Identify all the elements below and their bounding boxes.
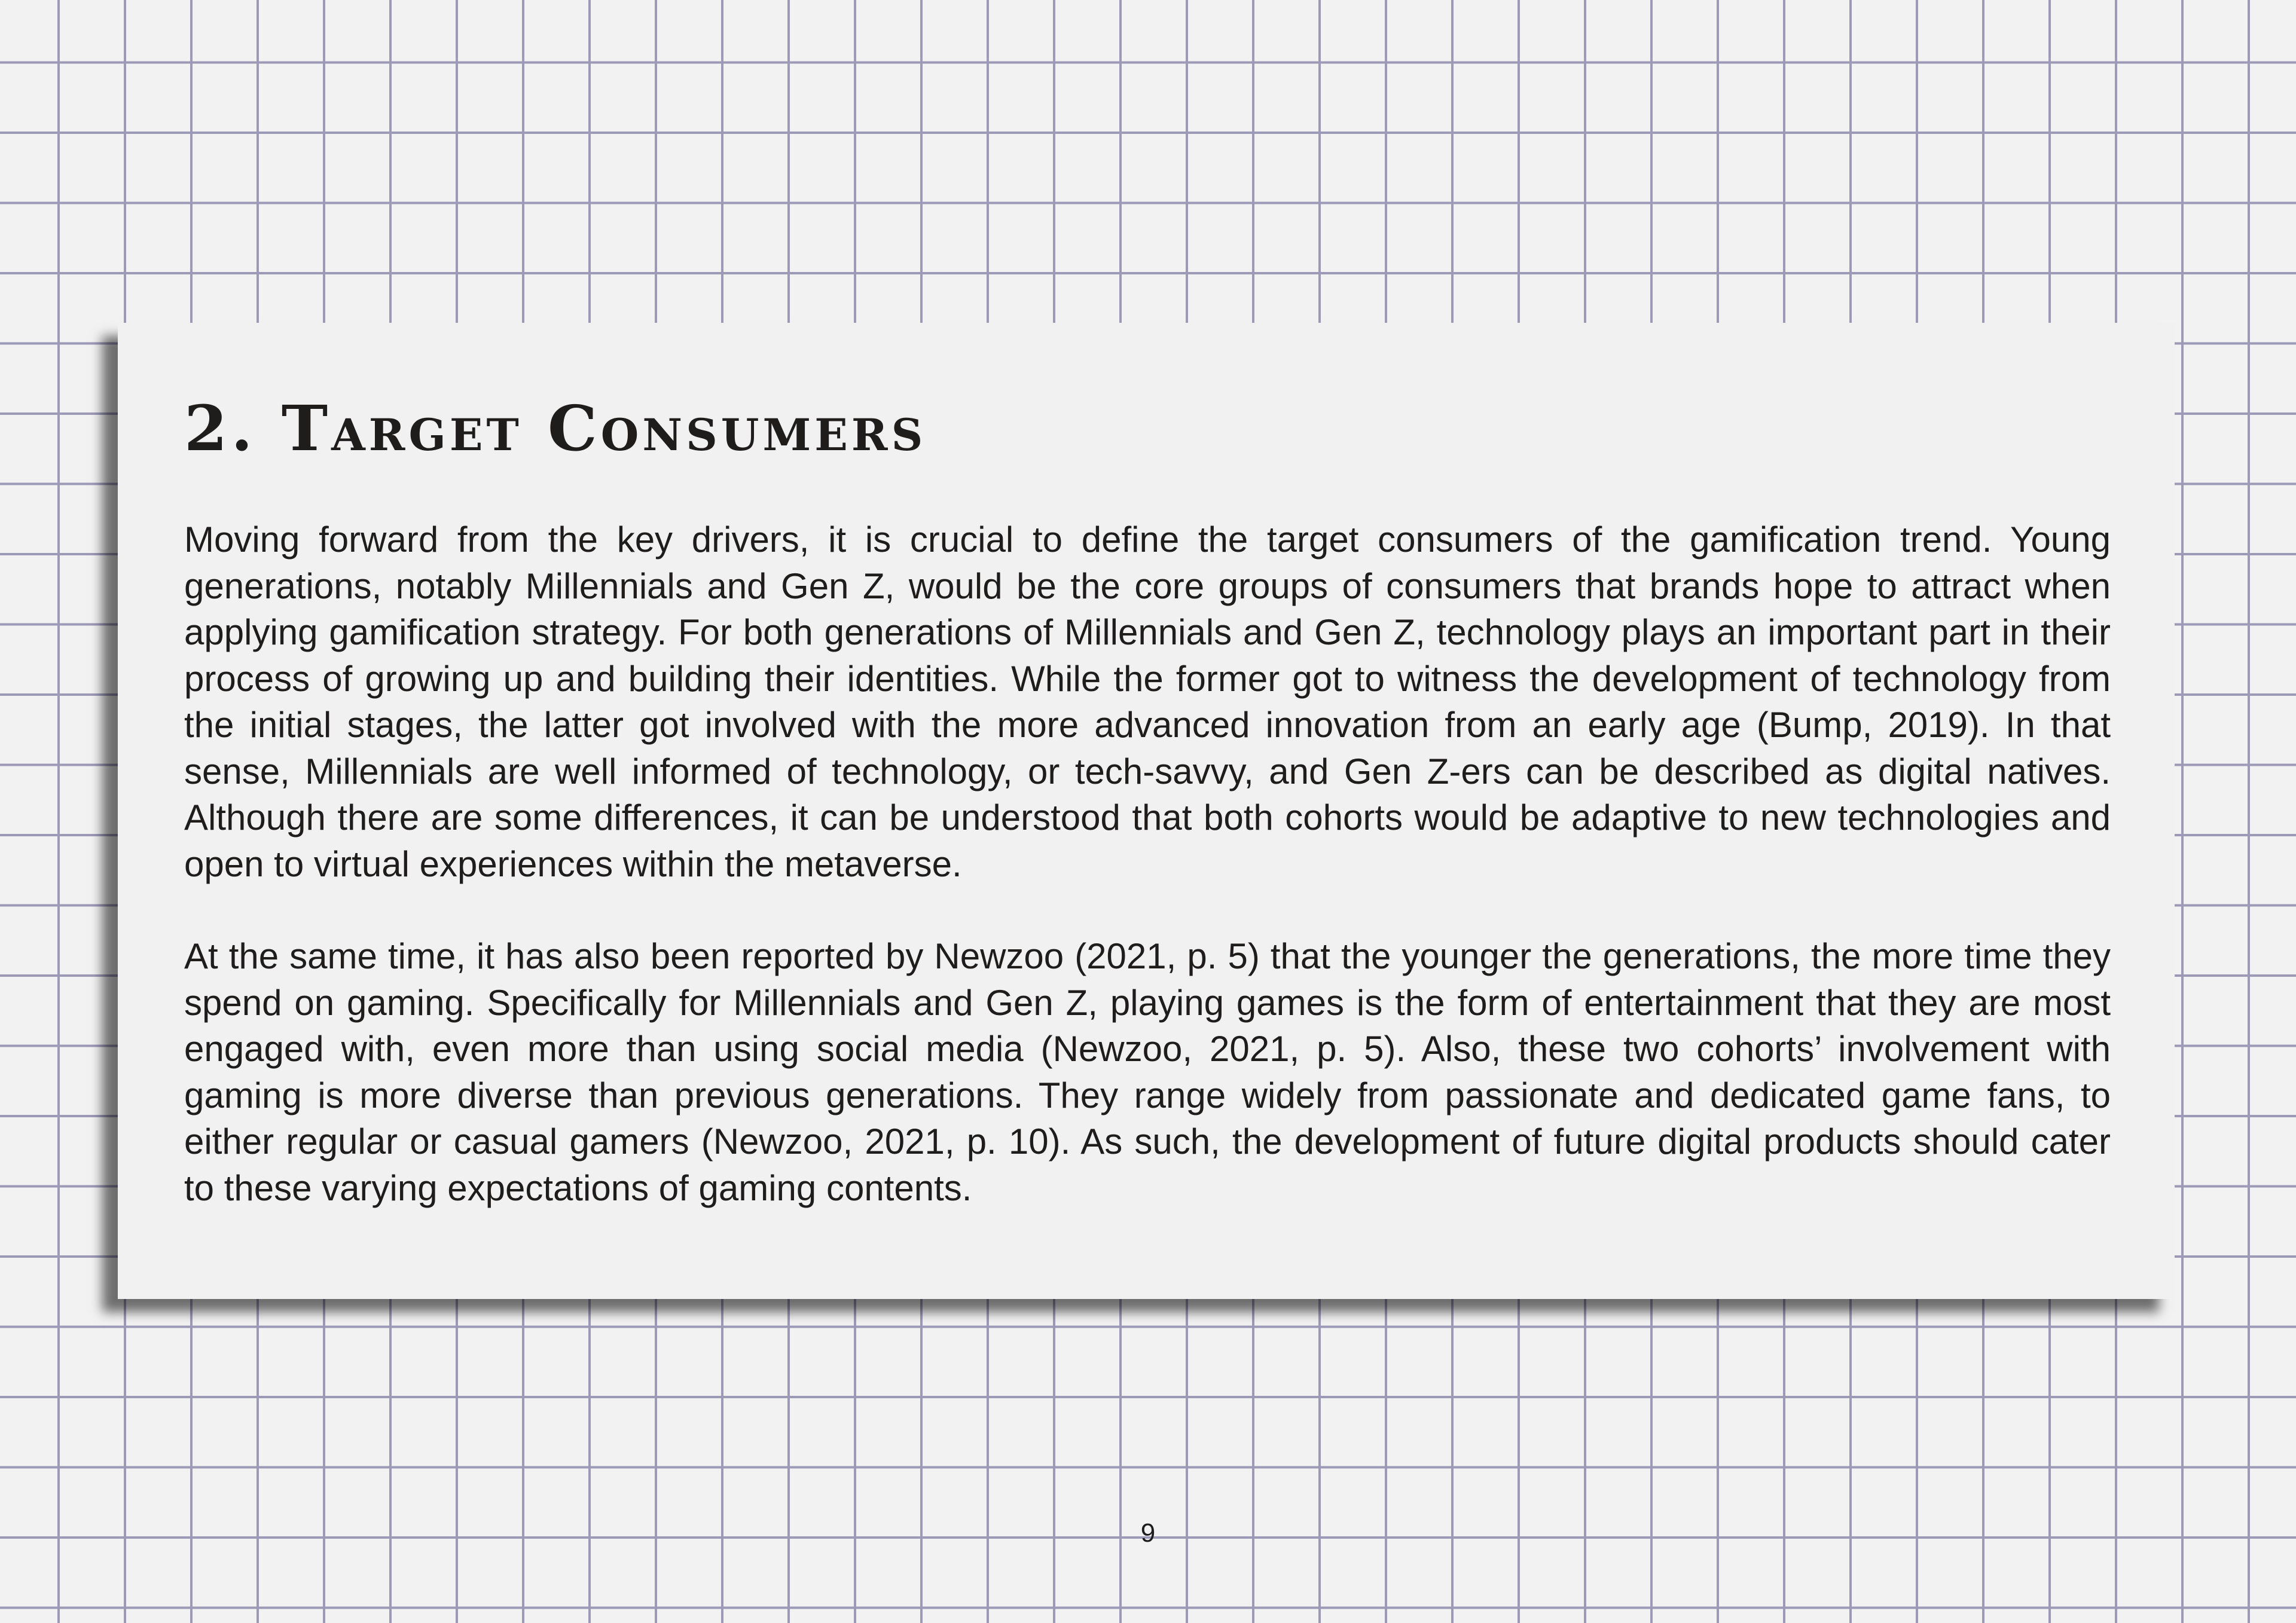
content-card bbox=[118, 323, 2175, 1299]
page-number: 9 bbox=[1140, 1518, 1156, 1548]
body-paragraph-2: At the same time, it has also been reported by Newzoo (2021, p. 5) that the younger the generations, the more time they spend on gaming. Specifically for Millennials and Gen Z, playing games is the form of entertainment that they are most engaged with, even more than using social media (Newzoo, 2021, p. 5). Also, these two cohorts’ involvement with gaming is more diverse than previous generations. They range widely from passionate and dedicated game fans, to either regular or casual gamers (Newzoo, 2021, p. 10). As such, the development of future digital products should cater to these varying expectations of gaming contents. bbox=[184, 936, 2111, 1208]
section-title: 2. Target Consumers bbox=[184, 392, 927, 465]
body-paragraph-1: Moving forward from the key drivers, it is crucial to define the target consumers of the gamification trend. Young generations, notably Millennials and Gen Z, would be the core groups of consumers that brands hope to attract when applying gamification strategy. For both generations of Millennials and Gen Z, technology plays an important part in their process of growing up and building their identities. While the former got to witness the development of technology from the initial stages, the latter got involved with the more advanced innovation from an early age (Bump, 2019). In that sense, Millennials are well informed of technology, or tech-savvy, and Gen Z-ers can be described as digital natives. Although there are some differences, it can be understood that both cohorts would be adaptive to new technologies and open to virtual experiences within the metaverse. bbox=[184, 519, 2111, 884]
